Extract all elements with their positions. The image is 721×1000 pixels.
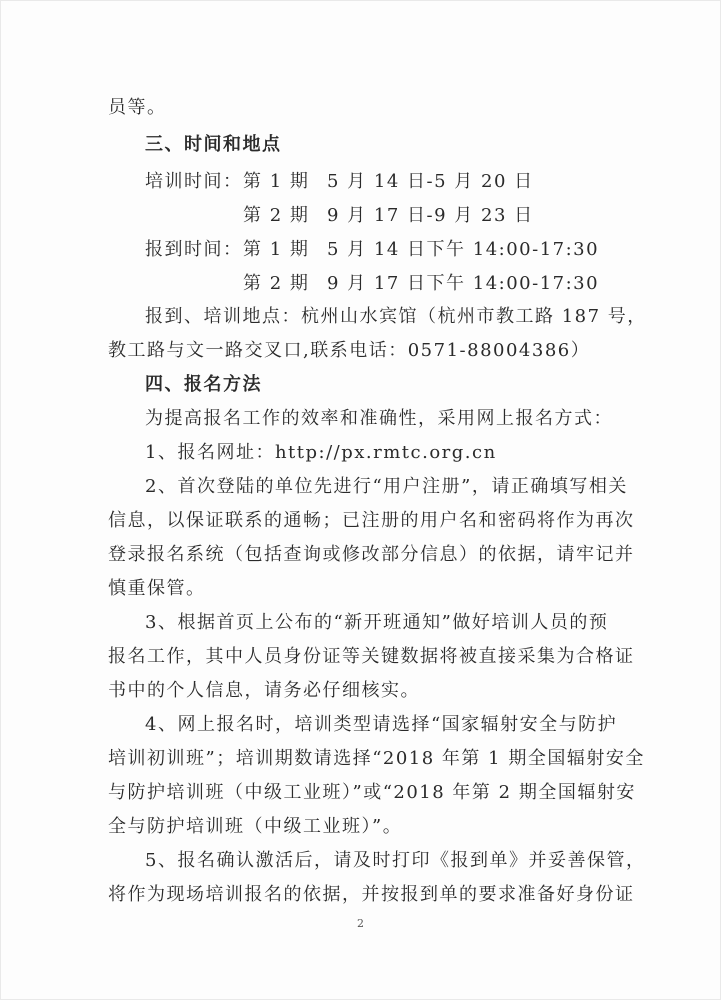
section-heading-registration: 四、报名方法 [145,374,262,395]
schedule-date: 9 月 17 日-9 月 23 日 [327,205,534,226]
text-line: 1、报名网址：http://px.rmtc.org.cn [145,442,497,463]
schedule-date: 5 月 14 日-5 月 20 日 [327,171,534,192]
text-line: 信息，以保证联系的通畅；已注册的用户名和密码将作为再次 [108,510,635,531]
schedule-row-checkin-1 [145,239,599,261]
text-line: 员等。 [108,97,167,118]
schedule-period: 第 2 期 [243,273,310,294]
schedule-row-training-2 [145,205,534,227]
schedule-period: 第 1 期 [243,239,310,260]
text-line: 培训初训班”；培训期数请选择“2018 年第 1 期全国辐射安全 [108,748,645,769]
page-number: 2 [357,917,364,930]
schedule-period: 第 2 期 [243,205,310,226]
text-line: 书中的个人信息，请务必仔细核实。 [108,680,420,701]
text-line: 全与防护培训班（中级工业班）”。 [108,816,403,837]
text-line: 3、根据首页上公布的“新开班通知”做好培训人员的预 [145,612,609,633]
schedule-row-training-1 [145,171,534,193]
schedule-period: 第 1 期 [243,171,310,192]
schedule-label: 报到时间： [145,239,243,260]
schedule-date: 5 月 14 日下午 14:00-17:30 [327,239,600,260]
text-line: 与防护培训班（中级工业班）”或“2018 年第 2 期全国辐射安 [108,782,636,803]
section-heading-time-location: 三、时间和地点 [145,134,282,155]
text-line: 将作为现场培训报名的依据，并按报到单的要求准备好身份证 [108,884,635,905]
text-line: 2、首次登陆的单位先进行“用户注册”，请正确填写相关 [145,476,628,497]
text-line: 为提高报名工作的效率和准确性，采用网上报名方式： [145,408,613,429]
text-line: 慎重保管。 [108,578,206,599]
text-line: 报到、培训地点：杭州山水宾馆（杭州市教工路 187 号， [145,306,647,327]
text-line: 教工路与文一路交叉口,联系电话：0571-88004386） [108,340,591,361]
text-line: 登录报名系统（包括查询或修改部分信息）的依据，请牢记并 [108,544,635,565]
text-line: 4、网上报名时，培训类型请选择“国家辐射安全与防护 [145,714,618,735]
schedule-date: 9 月 17 日下午 14:00-17:30 [327,273,600,294]
schedule-label: 培训时间： [145,171,243,192]
text-line: 5、报名确认激活后，请及时打印《报到单》并妥善保管， [145,850,646,871]
schedule-row-checkin-2 [145,273,599,295]
text-line: 报名工作，其中人员身份证等关键数据将被直接采集为合格证 [108,646,635,667]
